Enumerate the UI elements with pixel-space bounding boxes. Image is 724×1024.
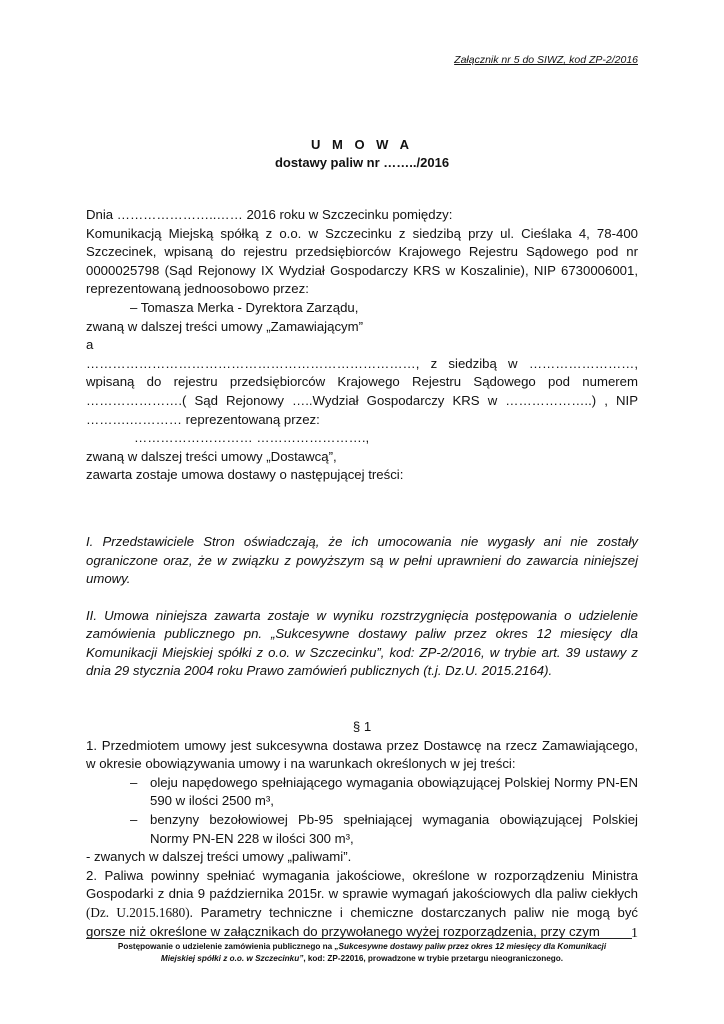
document-title (0, 136, 724, 172)
supplier-description: …………………………………………………………………, z siedzibą w ……………………, wpisaną do rejestru przedsiębiorców Krajowego Rejestru Sądowego pod numerem ………………….( Sąd Rejonowy …..Wydział Gospodarczy KRS w ………………..) , NIP ……….………… reprezentowaną przez: (86, 355, 638, 427)
fuel-diesel: oleju napędowego spełniającego wymagania obowiązującej Polskiej Normy PN-EN 590 w ilości 2500 m³, (150, 774, 638, 809)
paragraph-2-text: 2. Paliwa powinny spełniać wymagania jakościowe, określone w rozporządzeniu Ministra Gospodarki z dnia 9 października 2015r. w sprawie wymagań jakościowych dla paliw ciekłych (86, 867, 638, 902)
paragraph-2-continuation: Parametry techniczne i chemiczne dostarczanych paliw nie mogą być gorsze niż określone w załącznikach do przywołanego wyżej rozporządzenia, przy czym (86, 905, 639, 939)
footer-line-1 (86, 941, 638, 953)
concluded-line: zawarta zostaje umowa dostawy o następującej treści: (86, 467, 404, 483)
date-line: Dnia …………………..…… 2016 roku w Szczecinku pomiędzy: (86, 207, 453, 222)
bullet-dash: – (130, 812, 138, 828)
and-word: a (86, 337, 94, 353)
orderer-representative: – Tomasza Merka - Dyrektora Zarządu, (130, 299, 359, 315)
footer (86, 941, 638, 965)
section-1-paragraph-2 (86, 867, 638, 941)
footer-text-d: , kod: ZP-22016, prowadzone w trybie przetargu nieograniczonego. (303, 954, 564, 963)
list-item (86, 774, 638, 811)
preamble-ii: II. Umowa niniejsza zawarta zostaje w wyniku rozstrzygnięcia postępowania o udzielenie zamówienia publicznego pn. „Sukcesywne dostawy paliw przez okres 12 miesięcy dla Komunikacji Miejskiej spółki z o.o. w Szczecinku”, kod: ZP-2/2016, w trybie art. 39 ustawy z dnia 29 stycznia 2004 roku Prawo zamówień publicznych (t.j. Dz.U. 2015.2164). (86, 607, 638, 679)
footer-text-a: Postępowanie o udzielenie zamówienia publicznego na (117, 942, 335, 951)
footer-divider (86, 938, 632, 939)
page-number: 1 (631, 926, 638, 941)
list-item (86, 811, 638, 848)
fuel-petrol: benzyny bezołowiowej Pb-95 spełniającej wymagania obowiązującej Polskiej Normy PN-EN 228 w ilości 300 m³, (150, 812, 638, 846)
preamble-i: I. Przedstawiciele Stron oświadczają, że ich umocowania nie wygasły ani nie zostały ograniczone oraz, że w związku z powyższym są w pełni uprawnieni do zawarcia niniejszej umowy. (86, 533, 638, 587)
footer-line-2 (86, 953, 638, 965)
document-body (86, 206, 638, 941)
legal-reference: (Dz. U.2015.1680). (86, 905, 193, 920)
orderer-description: Komunikacją Miejską spółką z o.o. w Szczecinku z siedzibą przy ul. Cieślaka 4, 78-400 Szczecinek, wpisaną do rejestru przedsiębiorców Krajowego Rejestru Sądowego pod nr 0000025798 (Sąd Rejonowy IX Wydział Gospodarczy KRS w Koszalinie), NIP 6730006001, reprezentowaną jednoosobowo przez: (86, 225, 638, 297)
supplier-called: zwaną w dalszej treści umowy „Dostawcą”, (86, 448, 337, 464)
orderer-called: zwaną w dalszej treści umowy „Zamawiającym” (86, 318, 364, 334)
section-1-paragraph-1: 1. Przedmiotem umowy jest sukcesywna dostawa przez Dostawcę na rzecz Zamawiającego, w okresie obowiązywania umowy i na warunkach określonych w jej treści: (86, 737, 638, 772)
title-subtitle: dostawy paliw nr ……../2016 (274, 155, 450, 170)
footer-text-b: „Sukcesywne dostawy paliw przez okres 12 miesięcy dla Komunikacji (334, 942, 607, 951)
fuels-called: - zwanych w dalszej treści umowy „paliwami”. (86, 849, 352, 865)
title-umowa: U M O W A (311, 137, 413, 152)
bullet-dash: – (130, 774, 138, 790)
attachment-reference: Załącznik nr 5 do SIWZ, kod ZP-2/2016 (454, 54, 638, 66)
supplier-representative: ……………………… ……………………., (134, 430, 370, 446)
section-1-heading: § 1 (352, 719, 372, 735)
fuel-list (86, 774, 638, 848)
footer-text-c: Miejskiej spółki z o.o. w Szczecinku” (160, 954, 304, 963)
